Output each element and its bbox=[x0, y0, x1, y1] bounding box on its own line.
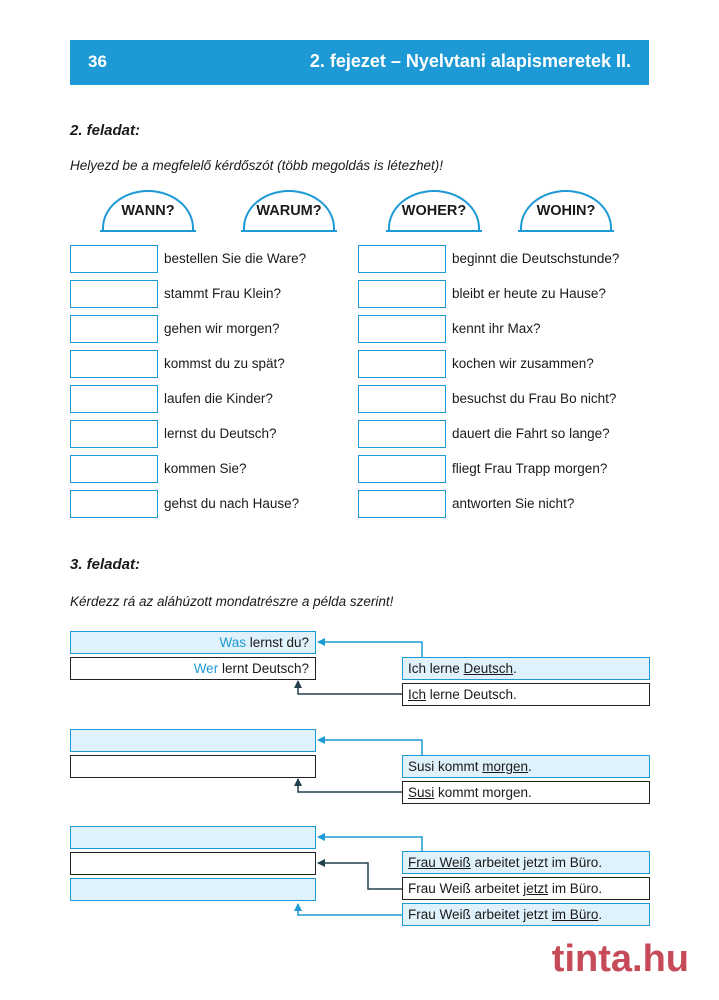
task3-heading: 3. feladat: bbox=[70, 556, 141, 573]
arrow-line bbox=[298, 904, 402, 915]
statement-text: Frau Weiß arbeitet jetzt bbox=[408, 907, 552, 922]
arrow-line bbox=[318, 863, 402, 889]
question-answer-box[interactable] bbox=[70, 657, 316, 680]
statement-text: . bbox=[513, 661, 517, 676]
question-word: Wer bbox=[193, 661, 219, 676]
question-text: kommst du zu spät? bbox=[164, 356, 285, 371]
statement-box bbox=[402, 755, 650, 778]
underlined-part: Frau Weiß bbox=[408, 855, 471, 870]
statement-box bbox=[402, 903, 650, 926]
question-text: antworten Sie nicht? bbox=[452, 496, 575, 511]
question-answer-box[interactable] bbox=[70, 878, 316, 901]
arrow-line bbox=[318, 837, 422, 851]
underlined-part: im Büro bbox=[551, 907, 599, 922]
statement-box bbox=[402, 851, 650, 874]
arrow-line bbox=[298, 681, 402, 694]
question-word-label: WOHIN? bbox=[536, 203, 596, 219]
question-rest: lernt Deutsch? bbox=[218, 661, 309, 676]
question-word-label: WOHER? bbox=[401, 203, 467, 219]
question-word-label: WANN? bbox=[121, 203, 175, 219]
arrow-line bbox=[298, 779, 402, 792]
question-text: dauert die Fahrt so lange? bbox=[452, 426, 610, 441]
question-text: stammt Frau Klein? bbox=[164, 286, 282, 301]
question-text: lernst du Deutsch? bbox=[164, 426, 277, 441]
underlined-part: Ich bbox=[408, 687, 427, 702]
question-text: laufen die Kinder? bbox=[164, 391, 273, 406]
arrow-line bbox=[318, 740, 422, 755]
question-word-label: WARUM? bbox=[256, 203, 322, 219]
task2-heading: 2. feladat: bbox=[70, 122, 141, 139]
statement-box bbox=[402, 657, 650, 680]
statement-text: arbeitet jetzt im Büro. bbox=[470, 855, 603, 870]
question-text: kommen Sie? bbox=[164, 461, 247, 476]
task2-instruction: Helyezd be a megfelelő kérdőszót (több megoldás is létezhet)! bbox=[70, 158, 443, 173]
statement-text: . bbox=[528, 759, 532, 774]
question-answer-box[interactable] bbox=[70, 729, 316, 752]
statement-box bbox=[402, 781, 650, 804]
question-rest: lernst du? bbox=[245, 635, 309, 650]
question-text: kochen wir zusammen? bbox=[452, 356, 594, 371]
question-answer-box[interactable] bbox=[70, 852, 316, 875]
underlined-part: Deutsch bbox=[463, 661, 514, 676]
question-text: kennt ihr Max? bbox=[452, 321, 541, 336]
underlined-part: Susi bbox=[408, 785, 435, 800]
question-text: bestellen Sie die Ware? bbox=[164, 251, 307, 266]
chapter-title: 2. fejezet – Nyelvtani alapismeretek II. bbox=[309, 51, 631, 71]
statement-text: . bbox=[598, 907, 603, 922]
arrow-line bbox=[318, 642, 422, 657]
page-number: 36 bbox=[88, 52, 107, 71]
statement-text: Susi kommt bbox=[408, 759, 483, 774]
statement-text: lerne Deutsch. bbox=[426, 687, 517, 702]
task3-instruction: Kérdezz rá az aláhúzott mondatrészre a példa szerint! bbox=[70, 594, 394, 609]
statement-text: im Büro. bbox=[548, 881, 603, 896]
question-word: Was bbox=[219, 635, 246, 650]
question-answer-box[interactable] bbox=[70, 826, 316, 849]
question-answer-box[interactable] bbox=[70, 755, 316, 778]
question-text: gehst du nach Hause? bbox=[164, 496, 300, 511]
publisher-logo: tinta.hu bbox=[551, 938, 689, 980]
question-text: besuchst du Frau Bo nicht? bbox=[452, 391, 617, 406]
underlined-part: morgen bbox=[482, 759, 529, 774]
question-text: fliegt Frau Trapp morgen? bbox=[452, 461, 608, 476]
statement-box bbox=[402, 683, 650, 706]
question-text: beginnt die Deutschstunde? bbox=[452, 251, 620, 266]
question-text: gehen wir morgen? bbox=[164, 321, 280, 336]
statement-text: Ich lerne bbox=[408, 661, 464, 676]
underlined-part: jetzt bbox=[523, 881, 549, 896]
question-answer-box[interactable] bbox=[70, 631, 316, 654]
statement-text: Frau Weiß arbeitet bbox=[408, 881, 524, 896]
statement-box bbox=[402, 877, 650, 900]
question-text: bleibt er heute zu Hause? bbox=[452, 286, 606, 301]
statement-text: kommt morgen. bbox=[434, 785, 532, 800]
